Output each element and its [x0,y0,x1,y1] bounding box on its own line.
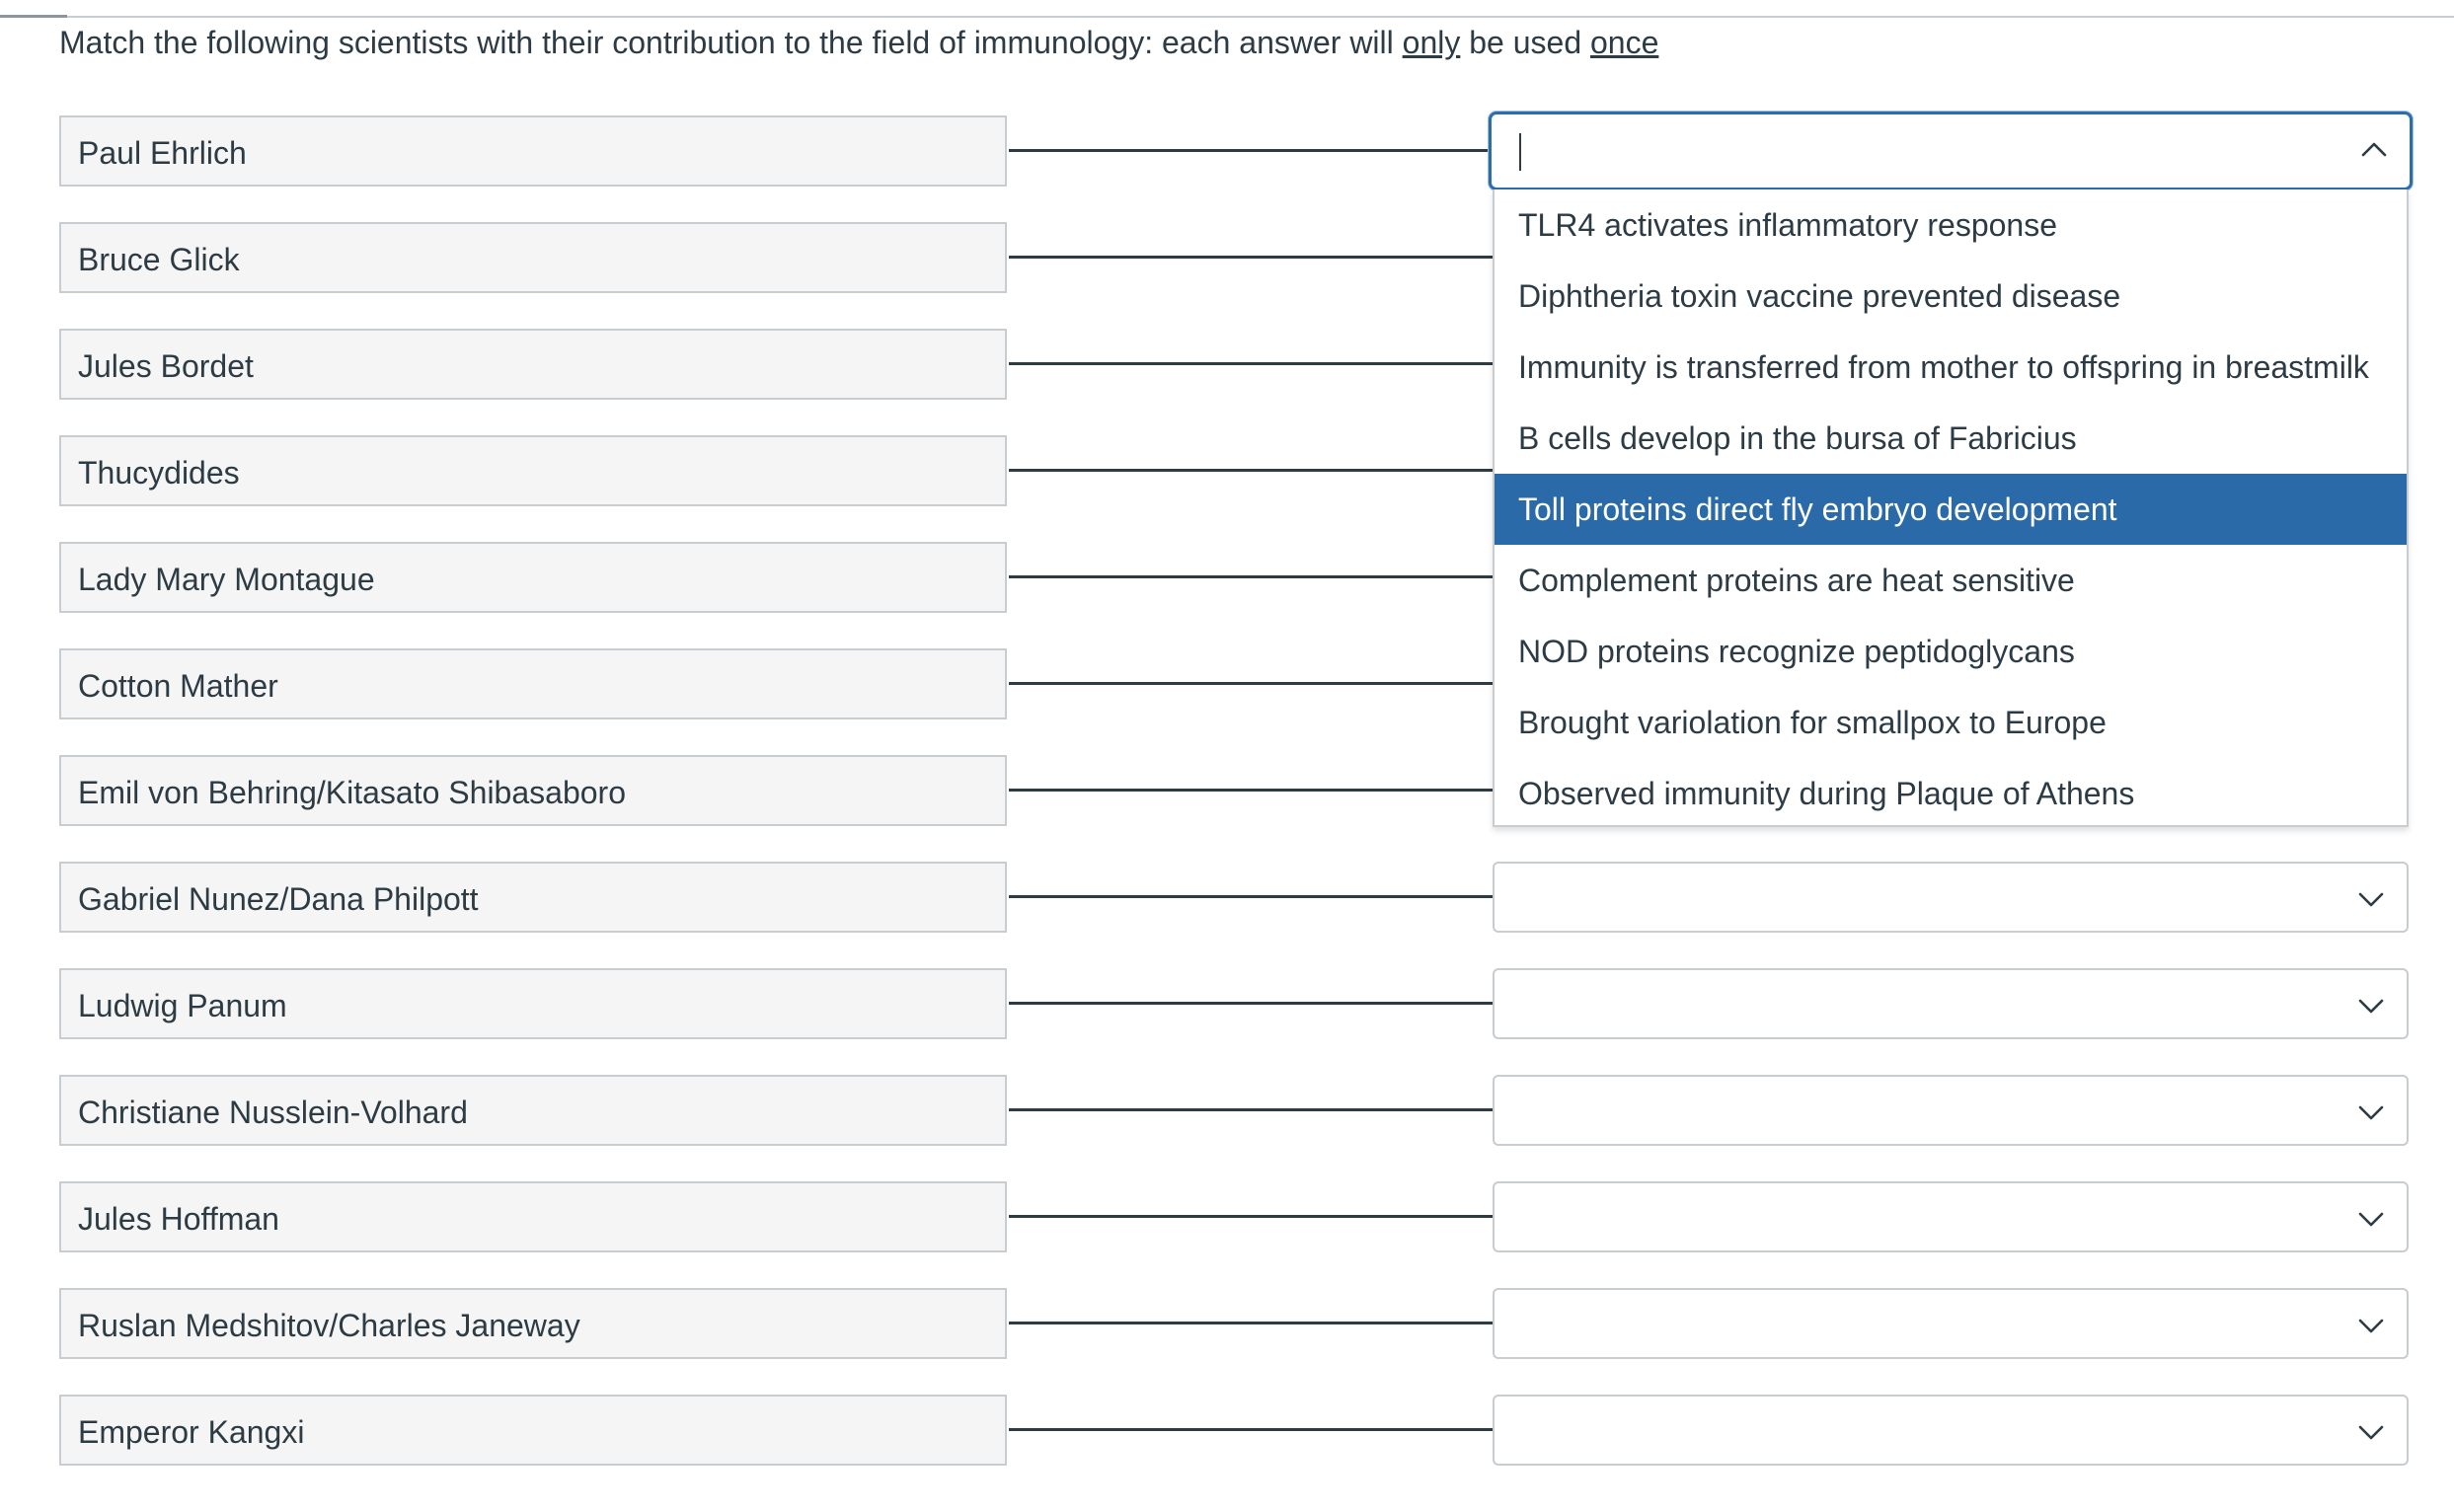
match-row [0,115,2454,190]
chevron-down-icon [2357,1418,2385,1446]
chevron-down-icon [2357,992,2385,1020]
dropdown-option[interactable]: B cells develop in the bursa of Fabricius [1518,420,2077,456]
text-cursor [1519,133,1521,171]
scientist-label: Emil von Behring/Kitasato Shibasaboro [59,755,1007,826]
dropdown-option[interactable]: Complement proteins are heat sensitive [1518,563,2075,598]
question-middle: be used [1460,25,1590,60]
scientist-label: Bruce Glick [59,222,1007,293]
connector-line [1009,789,1495,792]
scientist-label: Thucydides [59,435,1007,506]
connector-line [1009,469,1495,472]
connector-line [1009,1215,1495,1218]
scientist-label: Gabriel Nunez/Dana Philpott [59,862,1007,933]
answer-select[interactable] [1493,1075,2409,1146]
answer-select[interactable] [1489,112,2413,190]
scientist-label: Jules Hoffman [59,1181,1007,1252]
dropdown-option[interactable]: TLR4 activates inflammatory response [1518,207,2057,243]
connector-line [1009,575,1495,578]
question-text [59,22,1658,63]
connector-line [1009,362,1495,365]
answer-select[interactable] [1493,1288,2409,1359]
match-row [0,1075,2454,1150]
connector-line [1009,895,1495,898]
answer-select[interactable] [1493,968,2409,1039]
scientist-label: Cotton Mather [59,648,1007,719]
connector-line [1009,682,1495,685]
match-row [0,1395,2454,1470]
connector-line [1009,1002,1495,1005]
dropdown-option[interactable]: Brought variolation for smallpox to Europe [1518,705,2107,740]
match-row [0,1288,2454,1363]
scientist-label: Paul Ehrlich [59,115,1007,187]
answer-dropdown-list[interactable] [1493,189,2409,827]
question-prefix: Match the following scientists with their contribution to the field of immunology: each answer will [59,25,1403,60]
answer-select[interactable] [1493,862,2409,933]
chevron-down-icon [2357,1205,2385,1233]
connector-line [1009,1108,1495,1111]
connector-line [1009,256,1495,259]
connector-line [1009,1428,1495,1431]
dropdown-option[interactable]: Toll proteins direct fly embryo development [1495,474,2407,545]
answer-select[interactable] [1493,1181,2409,1252]
connector-line [1009,1322,1495,1324]
answer-select[interactable] [1493,1395,2409,1466]
scientist-label: Emperor Kangxi [59,1395,1007,1466]
scientist-label: Ludwig Panum [59,968,1007,1039]
match-row [0,862,2454,937]
dropdown-option[interactable]: NOD proteins recognize peptidoglycans [1518,634,2075,669]
match-row [0,1181,2454,1256]
scientist-label: Christiane Nusslein-Volhard [59,1075,1007,1146]
scientist-label: Lady Mary Montague [59,542,1007,613]
scientist-label: Jules Bordet [59,329,1007,400]
dropdown-option[interactable]: Observed immunity during Plaque of Athens [1518,776,2135,811]
chevron-down-icon [2357,1312,2385,1339]
question-once-emphasis: once [1590,25,1659,60]
top-divider-accent [0,15,67,18]
chevron-down-icon [2357,885,2385,913]
scientist-label: Ruslan Medshitov/Charles Janeway [59,1288,1007,1359]
connector-line [1009,149,1495,152]
dropdown-option[interactable]: Diphtheria toxin vaccine prevented disease [1518,278,2121,314]
chevron-up-icon [2360,136,2388,164]
dropdown-option[interactable]: Immunity is transferred from mother to offspring in breastmilk [1518,349,2369,385]
question-only-emphasis: only [1402,25,1461,60]
match-row [0,968,2454,1043]
chevron-down-icon [2357,1098,2385,1126]
top-divider [0,16,2454,18]
